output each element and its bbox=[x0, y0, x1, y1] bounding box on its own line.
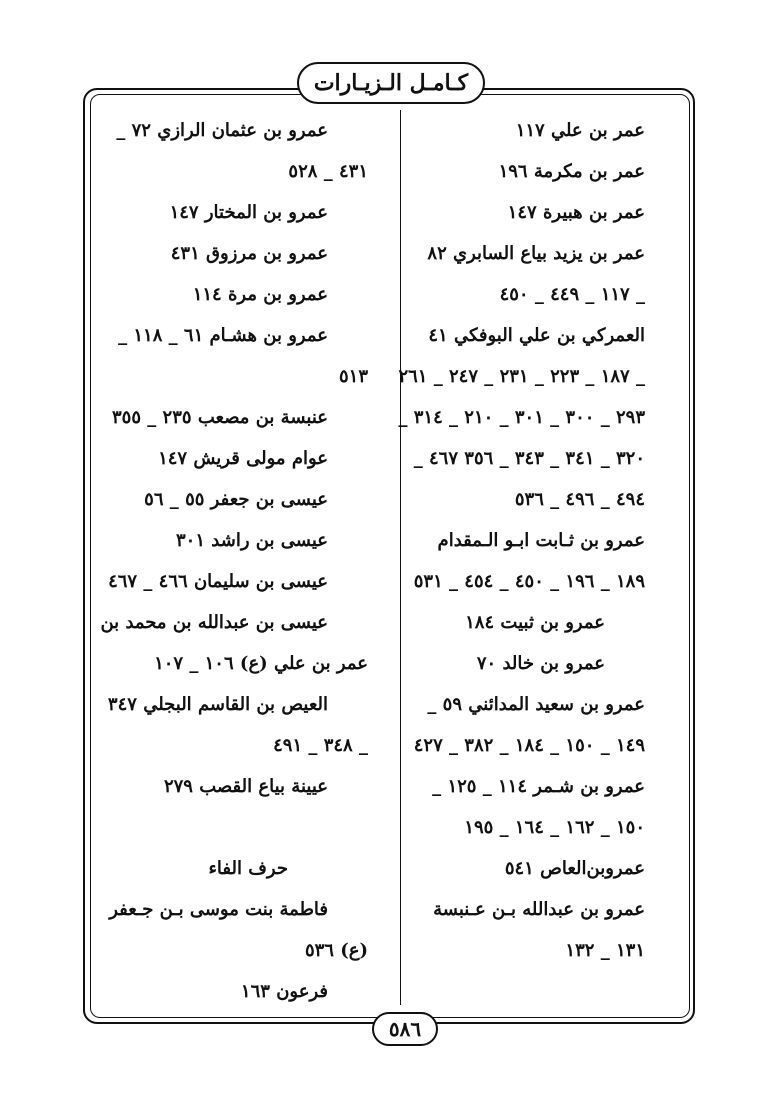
section-spacer bbox=[100, 807, 368, 848]
index-entry-continuation: ١٥٠ _ ١٦٢ _ ١٦٤ _ ١٩٥ bbox=[464, 817, 645, 838]
index-entry-continuation: ٥١٣ bbox=[338, 366, 368, 387]
index-entry: عمرو بن عبدالله بـن عـنبسة bbox=[433, 899, 645, 920]
index-entry: عمرو بن ثـابت ابـو الـمقدام bbox=[437, 530, 645, 551]
page-number: ٥٨٦ bbox=[372, 1012, 438, 1046]
index-entry-continuation: ١٨٩ _ ١٩٦ _ ٤٥٠ _ ٤٥٤ _ ٥٣١ bbox=[413, 571, 645, 592]
section-heading: حرف الفاء bbox=[208, 858, 288, 879]
index-entry: العيص بن القاسم البجلي ٣٤٧ bbox=[107, 694, 328, 715]
index-entry-continuation: ١٤٩ _ ١٥٠ _ ١٨٤ _ ٣٨٢ _ ٤٢٧ bbox=[413, 735, 645, 756]
index-entry-continuation: ٢٩٣ _ ٣٠٠ _ ٣٠١ _ ٢١٠ _ ٣١٤ _ bbox=[398, 407, 645, 428]
index-entry: عمرو بن المختار ١٤٧ bbox=[169, 202, 328, 223]
index-entry: عيسى بن سليمان ٤٦٦ _ ٤٦٧ bbox=[108, 571, 328, 592]
right-column bbox=[398, 110, 645, 971]
index-entry: عمرو بن مرة ١١٤ bbox=[192, 284, 328, 305]
index-entry-continuation: ٤٣١ _ ٥٢٨ bbox=[288, 161, 368, 182]
index-entry: عمرو بن سعيد المدائني ٥٩ _ bbox=[427, 694, 645, 715]
index-entry: عوام مولى قريش ١٤٧ bbox=[158, 448, 328, 469]
index-entry: عمرو بن عثمان الرازي ٧٢ _ bbox=[116, 120, 328, 141]
index-entry: عيسى بن عبدالله بن محمد بن bbox=[100, 612, 328, 633]
index-entry: عمرو بن هشـام ٦١ _ ١١٨ _ bbox=[118, 325, 328, 346]
column-divider bbox=[400, 110, 401, 1005]
index-entry-continuation: _ ١١٧ _ ٤٤٩ _ ٤٥٠ bbox=[499, 284, 645, 305]
index-entry: عيينة بياع القصب ٢٧٩ bbox=[163, 776, 328, 797]
left-column bbox=[100, 110, 368, 1012]
index-entry: عنبسة بن مصعب ٢٣٥ _ ٣٥٥ bbox=[111, 407, 328, 428]
index-entry: عمرو بن شـمر ١١٤ _ ١٢٥ _ bbox=[432, 776, 645, 797]
index-entry-continuation: ١٣١ _ ١٣٢ bbox=[565, 940, 645, 961]
index-entry-continuation: _ ١٨٧ _ ٢٢٣ _ ٢٣١ _ ٢٤٧ _ ٢٦١ bbox=[398, 366, 645, 387]
index-entry: فاطمة بنت موسى بـن جـعفر bbox=[109, 899, 328, 920]
running-header: كـامـل الـزيـارات bbox=[297, 62, 485, 104]
index-entry: عمروبن‌العاص ٥٤١ bbox=[504, 858, 645, 879]
index-entry: عمرو بن ثبيت ١٨٤ bbox=[465, 612, 605, 633]
index-entry: عمر بن يزيد بياع السابري ٨٢ bbox=[427, 243, 645, 264]
index-entry-continuation: _ ٣٤٨ _ ٤٩١ bbox=[273, 735, 368, 756]
index-entry-continuation: ٤٩٤ _ ٤٩٦ _ ٥٣٦ bbox=[514, 489, 645, 510]
index-entry-continuation: (ع) ٥٣٦ bbox=[304, 940, 368, 961]
index-entry: عمر بن علي ١١٧ bbox=[515, 120, 645, 141]
index-entry: عمر بن مكرمة ١٩٦ bbox=[498, 161, 645, 182]
index-entry: فرعون ١٦٣ bbox=[240, 981, 328, 1002]
index-entry: عيسى بن جعفر ٥٥ _ ٥٦ bbox=[144, 489, 328, 510]
index-entry: عمرو بن مرزوق ٤٣١ bbox=[170, 243, 328, 264]
index-entry-continuation: عمر بن علي (ع) ١٠٦ _ ١٠٧ bbox=[154, 653, 368, 674]
index-entry: عمرو بن خالد ٧٠ bbox=[476, 653, 605, 674]
index-entry: عمر بن هبيرة ١٤٧ bbox=[507, 202, 645, 223]
index-entry: العمركي بن علي البوفكي ٤١ bbox=[428, 325, 645, 346]
index-entry: عيسى بن راشد ٣٠١ bbox=[176, 530, 328, 551]
index-entry-continuation: ٣٢٠ _ ٣٤١ _ ٣٤٣ _ ٣٥٦ ٤٦٧ _ bbox=[413, 448, 645, 469]
